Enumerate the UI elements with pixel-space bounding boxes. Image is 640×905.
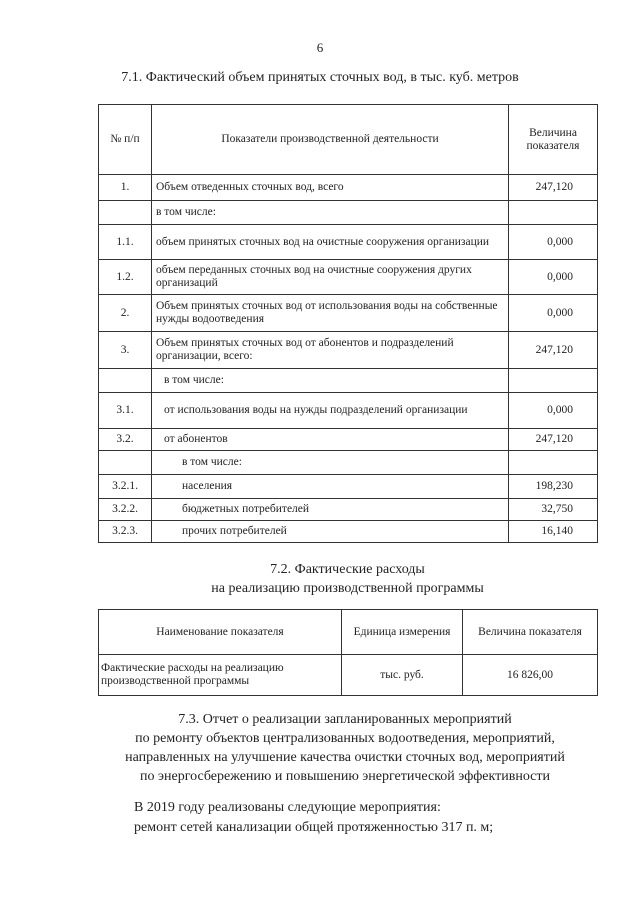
table-row bbox=[99, 175, 598, 201]
row-value-cell: 32,750 bbox=[509, 499, 598, 521]
row-value-cell: 16,140 bbox=[509, 521, 598, 543]
row-label-cell: от использования воды на нужды подразделений организации bbox=[152, 393, 509, 429]
row-number-cell: 3.2. bbox=[99, 429, 152, 451]
paragraph-repair: ремонт сетей канализации общей протяженностью 317 п. м; bbox=[134, 820, 494, 835]
column-header-unit: Единица измерения bbox=[342, 610, 463, 655]
row-value-cell bbox=[509, 201, 598, 225]
section-7-3-title bbox=[0, 710, 640, 786]
wastewater-volume-table bbox=[98, 104, 598, 543]
table-row bbox=[99, 393, 598, 429]
row-label-cell: объем принятых сточных вод на очистные сооружения организации bbox=[152, 225, 509, 260]
row-label-cell: в том числе: bbox=[152, 201, 509, 225]
expense-unit-cell: тыс. руб. bbox=[342, 655, 463, 696]
row-label-cell: Объем отведенных сточных вод, всего bbox=[152, 175, 509, 201]
column-header-name: Наименование показателя bbox=[99, 610, 342, 655]
row-number-cell: 1.1. bbox=[99, 225, 152, 260]
table-row bbox=[99, 429, 598, 451]
table-row bbox=[99, 295, 598, 332]
actual-expenses-table bbox=[98, 609, 598, 696]
row-number-cell: 3.2.2. bbox=[99, 499, 152, 521]
row-value-cell: 0,000 bbox=[509, 393, 598, 429]
column-header-value: Величина показателя bbox=[463, 610, 598, 655]
row-label-cell: населения bbox=[152, 475, 509, 499]
row-number-cell: 1. bbox=[99, 175, 152, 201]
section-7-3-title-line4: по энергосбережению и повышению энергетической эффективности bbox=[140, 769, 550, 784]
row-number-cell bbox=[99, 369, 152, 393]
section-7-2-title-line1: 7.2. Фактические расходы bbox=[270, 562, 425, 577]
table-row bbox=[99, 521, 598, 543]
row-number-cell bbox=[99, 201, 152, 225]
section-7-3-title-line1: 7.3. Отчет о реализации запланированных мероприятий bbox=[178, 712, 512, 727]
table-row bbox=[99, 369, 598, 393]
section-7-1-title: 7.1. Фактический объем принятых сточных вод, в тыс. куб. метров bbox=[121, 70, 519, 85]
row-label-cell: Объем принятых сточных вод от использования воды на собственные нужды водоотведения bbox=[152, 295, 509, 332]
row-label-cell: объем переданных сточных вод на очистные сооружения других организаций bbox=[152, 260, 509, 295]
table-row bbox=[99, 201, 598, 225]
table-row bbox=[99, 475, 598, 499]
row-value-cell: 247,120 bbox=[509, 429, 598, 451]
table-header-row bbox=[99, 105, 598, 175]
row-value-cell: 0,000 bbox=[509, 225, 598, 260]
row-value-cell: 198,230 bbox=[509, 475, 598, 499]
section-7-2-title bbox=[0, 560, 640, 598]
row-label-cell: в том числе: bbox=[152, 451, 509, 475]
row-value-cell bbox=[509, 451, 598, 475]
column-header-value: Величина показателя bbox=[509, 105, 598, 175]
row-value-cell: 247,120 bbox=[509, 175, 598, 201]
page-number: 6 bbox=[316, 40, 324, 55]
row-value-cell: 247,120 bbox=[509, 332, 598, 369]
table-header-row bbox=[99, 610, 598, 655]
paragraph-intro: В 2019 году реализованы следующие мероприятия: bbox=[134, 800, 441, 815]
row-number-cell: 3.2.1. bbox=[99, 475, 152, 499]
table-row bbox=[99, 260, 598, 295]
row-number-cell: 3. bbox=[99, 332, 152, 369]
column-header-indicator: Показатели производственной деятельности bbox=[152, 105, 509, 175]
table-row bbox=[99, 451, 598, 475]
table-row bbox=[99, 332, 598, 369]
column-header-number: № п/п bbox=[99, 105, 152, 175]
table-row bbox=[99, 225, 598, 260]
table-row bbox=[99, 655, 598, 696]
row-label-cell: от абонентов bbox=[152, 429, 509, 451]
row-value-cell: 0,000 bbox=[509, 260, 598, 295]
row-number-cell: 3.2.3. bbox=[99, 521, 152, 543]
row-label-cell: в том числе: bbox=[152, 369, 509, 393]
row-value-cell: 0,000 bbox=[509, 295, 598, 332]
expense-value-cell: 16 826,00 bbox=[463, 655, 598, 696]
section-7-2-title-line2: на реализацию производственной программы bbox=[211, 581, 484, 596]
row-number-cell: 2. bbox=[99, 295, 152, 332]
section-7-3-title-line3: направленных на улучшение качества очистки сточных вод, мероприятий bbox=[125, 750, 565, 765]
section-7-3-title-line2: по ремонту объектов централизованных водоотведения, мероприятий, bbox=[135, 731, 555, 746]
row-label-cell: прочих потребителей bbox=[152, 521, 509, 543]
row-number-cell: 1.2. bbox=[99, 260, 152, 295]
table-row bbox=[99, 499, 598, 521]
row-number-cell bbox=[99, 451, 152, 475]
expense-name-cell: Фактические расходы на реализацию производственной программы bbox=[99, 655, 342, 696]
row-value-cell bbox=[509, 369, 598, 393]
row-label-cell: Объем принятых сточных вод от абонентов и подразделений организации, всего: bbox=[152, 332, 509, 369]
row-label-cell: бюджетных потребителей bbox=[152, 499, 509, 521]
row-number-cell: 3.1. bbox=[99, 393, 152, 429]
wastewater-volume-rows bbox=[99, 175, 598, 543]
